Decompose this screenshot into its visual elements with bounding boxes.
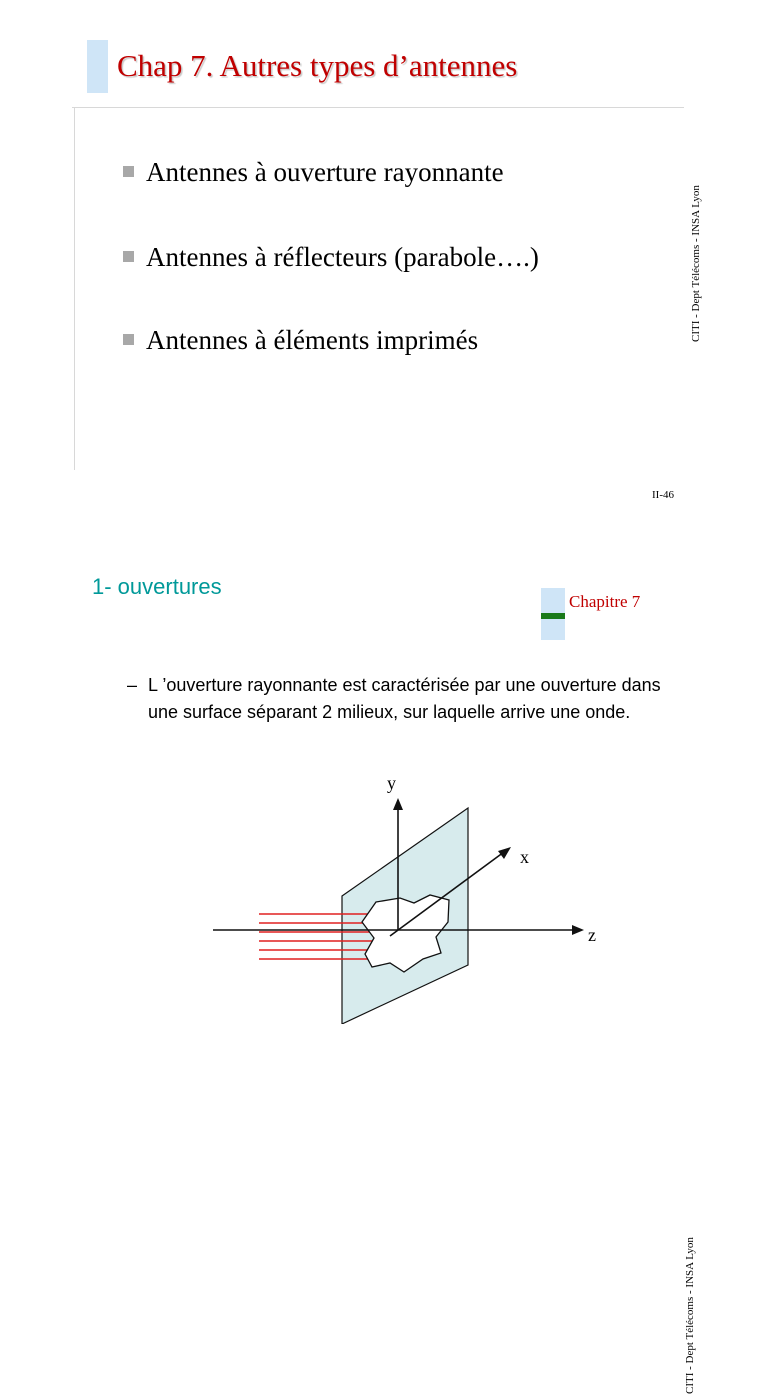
x-axis-arrowhead [498,847,511,859]
bullet-item [123,242,539,273]
section-title: 1- ouvertures [92,574,222,599]
y-axis-label: y [387,773,396,793]
bullet-text: Antennes à réflecteurs (parabole….) [146,242,539,272]
bullet-square-icon [123,334,134,345]
left-divider [74,107,75,470]
bullet-square-icon [123,166,134,177]
bullet-item [123,157,504,188]
slide-2 [0,512,768,1394]
side-credit-label: CITI - Dept Télécoms - INSA Lyon [684,1237,696,1394]
z-axis-label: z [588,925,596,945]
title-divider [72,107,684,108]
z-axis-arrowhead [572,925,584,935]
y-axis-arrowhead [393,798,403,810]
bullet-item [123,325,478,356]
chapter-label: Chapitre 7 [569,592,641,611]
side-credit-label: CITI - Dept Télécoms - INSA Lyon [690,185,702,342]
slide-1 [0,0,768,512]
title-accent-bar [87,40,108,93]
aperture-diagram [0,512,768,1024]
page-number: II-46 [652,489,674,501]
dash-bullet: – [127,675,138,695]
description-text: L ’ouverture rayonnante est caractérisée par une ouverture dans une surface séparant 2 milieux, sur laquelle arrive une onde. [148,675,661,722]
bullet-text: Antennes à éléments imprimés [146,325,479,355]
bullet-square-icon [123,251,134,262]
bullet-text: Antennes à ouverture rayonnante [146,157,504,187]
x-axis-label: x [520,847,529,867]
slide-title: Chap 7. Autres types d’antennes [117,48,518,83]
